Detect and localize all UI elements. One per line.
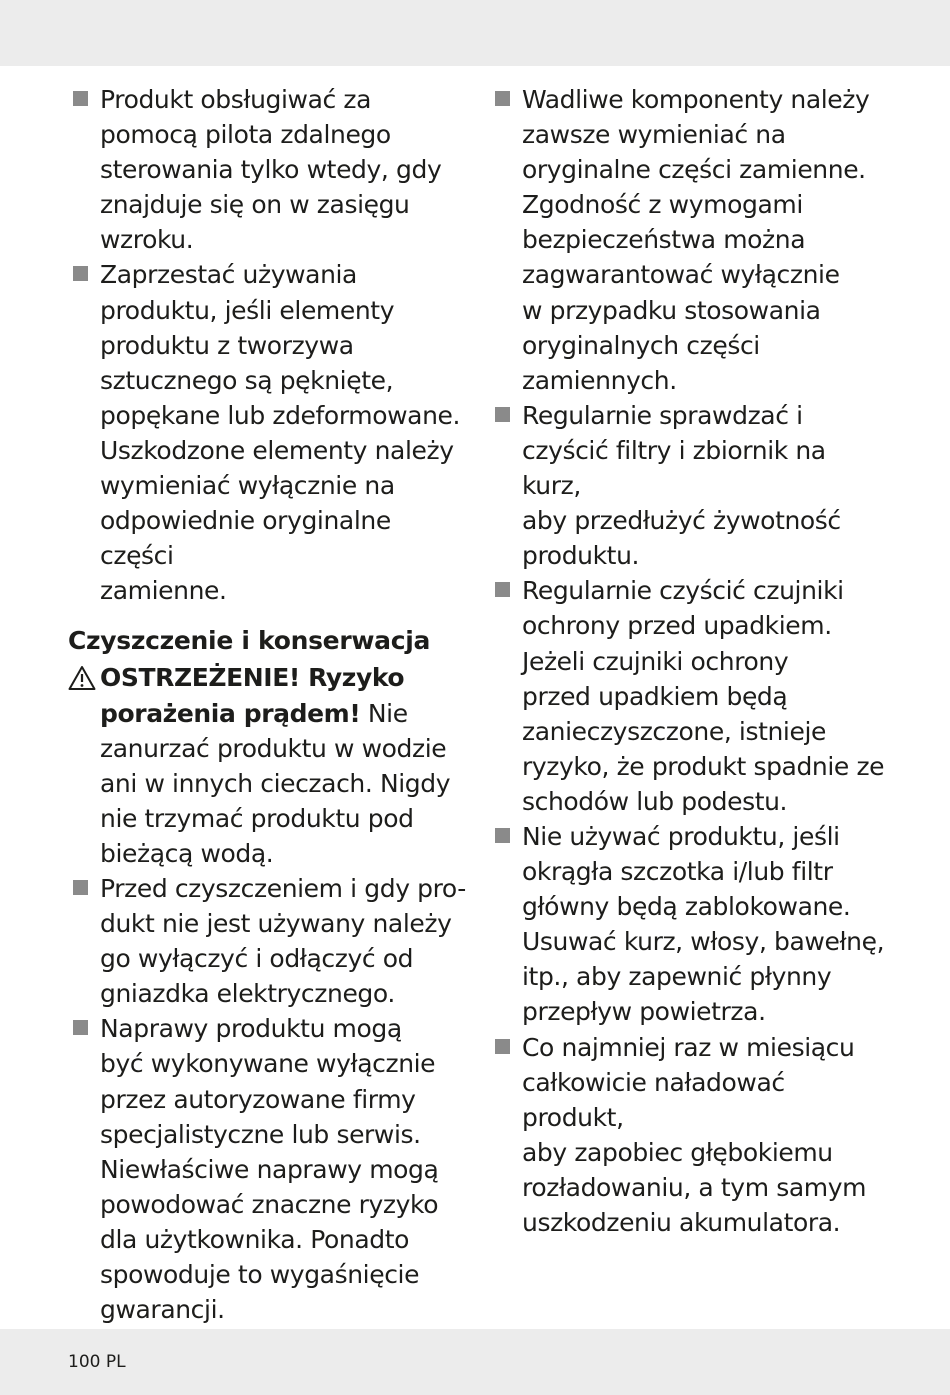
warning-triangle-icon <box>68 665 96 691</box>
page-number: 100 PL <box>68 1352 126 1372</box>
list-item-text: Regularnie sprawdzać i czyścić filtry i zbiornik na kurz, aby przedłużyć żywotność produktu. <box>522 400 841 571</box>
bullet-square-icon <box>495 582 510 597</box>
list-item-text: Zaprzestać używania produktu, jeśli elementy produktu z tworzywa sztucznego są pęknięte, popękane lub zdeformowane. Uszkodzone elementy należy wymieniać wyłącznie na odpowiednie oryginalne części zamienne. <box>100 260 461 606</box>
list-item <box>490 819 890 1030</box>
list-item-text: Produkt obsługiwać za pomocą pilota zdalnego sterowania tylko wtedy, gdy znajduje się on w zasięgu wzroku. <box>100 85 442 255</box>
bullet-square-icon <box>73 266 88 281</box>
list-item-text: Przed czyszczeniem i gdy pro- dukt nie jest używany należy go wyłączyć i odłączyć od gniazdka elektrycznego. <box>100 873 466 1009</box>
warning-text: Nie zanurzać produktu w wodzie ani w innych cieczach. Nigdy nie trzymać produktu pod bieżącą wodą. <box>100 698 451 868</box>
list-item-text: Regularnie czyścić czujniki ochrony przed upadkiem. Jeżeli czujniki ochrony przed upadkiem będą zanieczyszczone, istnieje ryzyko, że produkt spadnie ze schodów lub podestu. <box>522 576 885 816</box>
bullet-square-icon <box>495 828 510 843</box>
bullet-square-icon <box>73 91 88 106</box>
warning-title: OSTRZEŻENIE! Ryzyko porażenia prądem! <box>100 663 405 728</box>
right-column <box>490 82 890 1240</box>
bullet-square-icon <box>495 91 510 106</box>
list-item-text: Nie używać produktu, jeśli okrągła szczotka i/lub filtr główny będą zablokowane. Usuwać kurz, włosy, bawełnę, itp., aby zapewnić płynny przepływ powietrza. <box>522 821 885 1027</box>
warning-block <box>68 660 468 871</box>
list-item <box>68 82 468 257</box>
list-item-text: Naprawy produktu mogą być wykonywane wyłącznie przez autoryzowane firmy specjalistyczne lub serwis. Niewłaściwe naprawy mogą powodować znaczne ryzyko dla użytkownika. Ponadto spowoduje to wygaśnięcie gwarancji. <box>100 1014 439 1325</box>
list-item <box>490 398 890 573</box>
list-item <box>68 257 468 608</box>
bullet-square-icon <box>495 1039 510 1054</box>
list-item <box>490 82 890 398</box>
bottom-band <box>0 1329 950 1395</box>
bullet-square-icon <box>73 880 88 895</box>
list-item-text: Wadliwe komponenty należy zawsze wymieniać na oryginalne części zamienne. Zgodność z wymogami bezpieczeństwa można zagwarantować wyłącznie w przypadku stosowania oryginalnych części zamiennych. <box>522 85 870 395</box>
list-item <box>490 1030 890 1241</box>
top-band <box>0 0 950 66</box>
list-item <box>68 1011 468 1327</box>
bullet-square-icon <box>73 1020 88 1035</box>
section-heading: Czyszczenie i konserwacja <box>68 626 431 656</box>
list-item-text: Co najmniej raz w miesiącu całkowicie naładować produkt, aby zapobiec głębokiemu rozładowaniu, a tym samym uszkodzeniu akumulatora. <box>522 1032 867 1237</box>
bullet-square-icon <box>495 407 510 422</box>
list-item <box>490 573 890 819</box>
list-item <box>68 871 468 1011</box>
left-column <box>68 82 468 1327</box>
